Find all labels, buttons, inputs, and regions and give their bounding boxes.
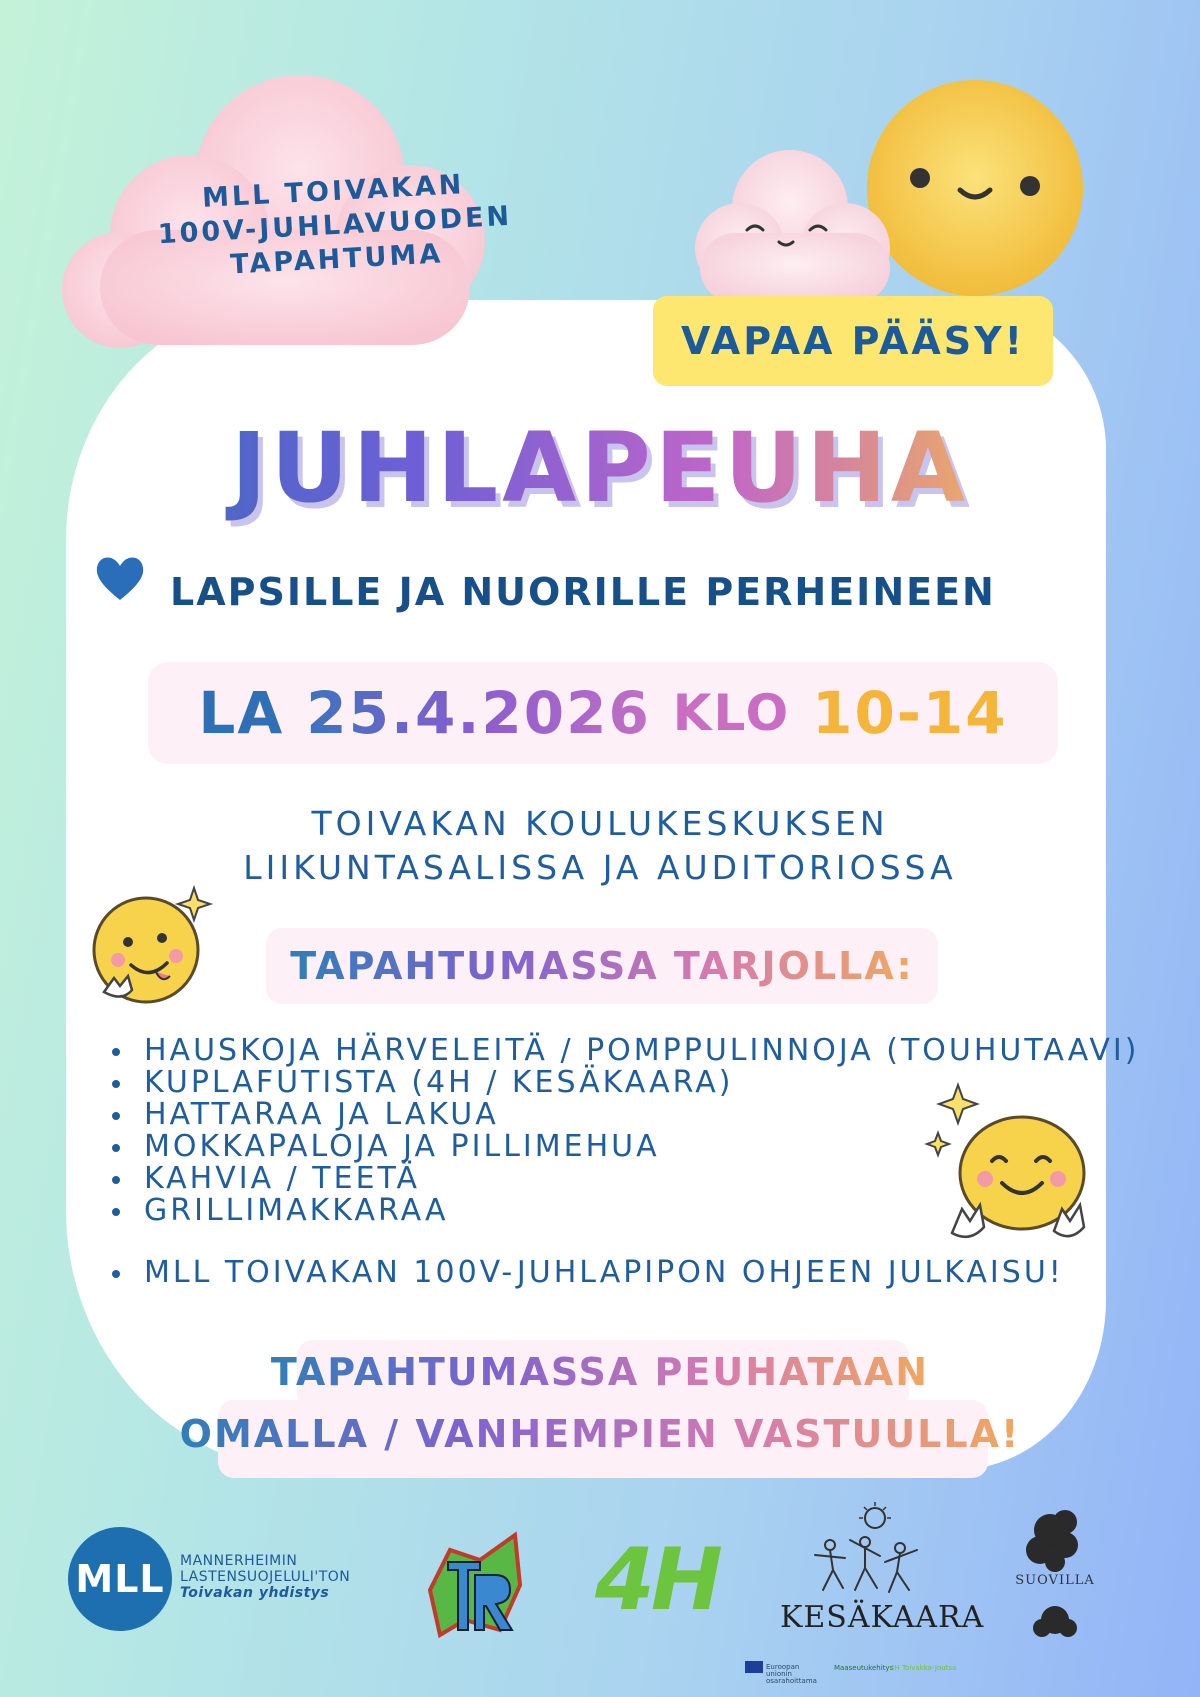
tr-logo-icon — [420, 1530, 530, 1640]
cloud-caption — [138, 165, 533, 287]
cloud-line: 100V-JUHLAVUODEN — [157, 200, 513, 251]
offer-heading: TAPAHTUMASSA TARJOLLA: — [290, 944, 914, 988]
venue — [0, 802, 1200, 890]
footer-note-line — [0, 1350, 1200, 1394]
cloud-line: MLL TOIVAKAN — [201, 169, 466, 214]
footer-note-line — [0, 1412, 1200, 1456]
heart-icon — [92, 550, 148, 606]
time-prefix: KLO — [672, 684, 791, 742]
mll-name — [180, 1553, 350, 1601]
list-item: MLL TOIVAKAN 100V-JUHLAPIPON OHJEEN JULKAISU! — [110, 1257, 1130, 1289]
footer-note-text: OMALLA / VANHEMPIEN VASTUULLA! — [179, 1412, 1021, 1456]
event-date: 25.4.2026 — [306, 679, 651, 747]
suovilla-logo-text: SUOVILLA — [1015, 1573, 1095, 1588]
footer-note-text: TAPAHTUMASSA PEUHATAAN — [270, 1350, 930, 1394]
sponsor-text: Euroopan unionin osarahoittama — [766, 1663, 817, 1685]
list-item: HATTARAA JA LAKUA — [110, 1099, 1130, 1131]
mll-branch: Toivakan yhdistys — [180, 1585, 330, 1601]
venue-line: TOIVAKAN KOULUKESKUKSEN — [311, 804, 889, 843]
list-item: MOKKAPALOJA JA PILLIMEHUA — [110, 1131, 1130, 1163]
free-entry-badge: VAPAA PÄÄSY! — [653, 296, 1053, 386]
cloud-line: TAPAHTUMA — [229, 238, 444, 281]
list-item: HAUSKOJA HÄRVELEITÄ / POMPPULINNOJA (TOUHUTAAVI) — [110, 1035, 1130, 1067]
date-box — [148, 662, 1058, 764]
smiley-icon — [930, 1095, 1100, 1250]
offer-heading-box — [266, 928, 938, 1004]
kesakaara-dancers-icon — [795, 1500, 935, 1600]
list-item: KAHVIA / TEETÄ — [110, 1163, 1130, 1195]
four-h-logo: 4H — [595, 1530, 719, 1630]
sponsor-text: 4H Toivakka-Joutsa — [890, 1664, 957, 1672]
mll-logo: MLL — [68, 1527, 172, 1631]
event-time: 10-14 — [812, 679, 1008, 747]
event-subtitle: LAPSILLE JA NUORILLE PERHEINEEN — [170, 570, 996, 614]
venue-line: LIIKUNTASALISSA JA AUDITORIOSSA — [243, 848, 957, 887]
list-item: GRILLIMAKKARAA — [110, 1195, 1130, 1227]
smiley-icon — [86, 880, 216, 1010]
eu-flag-icon — [745, 1661, 763, 1673]
mll-name-line: MANNERHEIMIN — [180, 1553, 298, 1569]
date-prefix: LA — [198, 679, 285, 747]
kesakaara-logo-text: KESÄKAARA — [780, 1600, 985, 1635]
event-title: JUHLAPEUHA — [0, 412, 1200, 524]
mll-name-line: LASTENSUOJELULI'TON — [180, 1569, 351, 1585]
list-item: KUPLAFUTISTA (4H / KESÄKAARA) — [110, 1067, 1130, 1099]
sponsor-text: Maaseutukehitys — [834, 1664, 894, 1672]
